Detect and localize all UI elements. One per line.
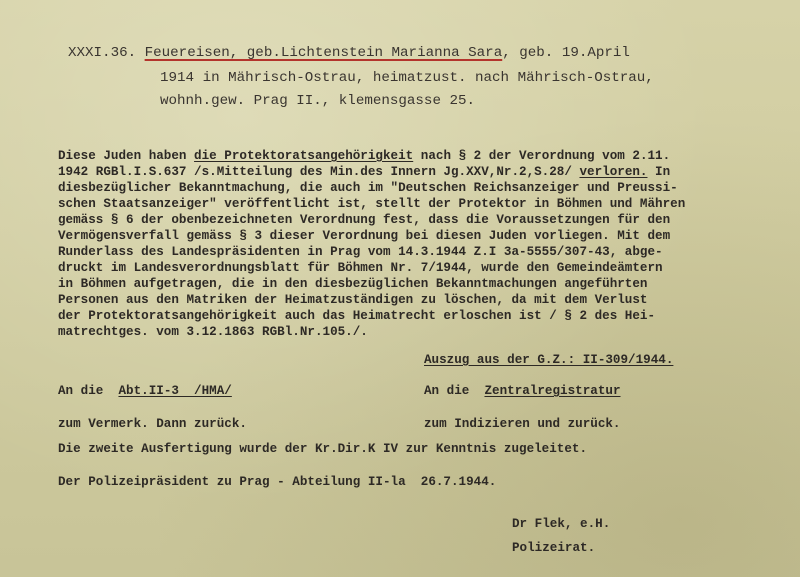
header-line-3: wohnh.gew. Prag II., klemensgasse 25.: [160, 93, 476, 109]
body-line-10: Personen aus den Matriken der Heimatzuständigen zu löschen, da mit dem Verlust: [58, 293, 648, 307]
department-right: Zentralregistratur: [484, 384, 621, 398]
issuer-line: Der Polizeipräsident zu Prag - Abteilung II-la 26.7.1944.: [58, 475, 497, 489]
birth-date: , geb. 19.April: [502, 45, 630, 61]
department-left: Abt.II-3 /HMA/: [118, 384, 232, 398]
signature-name: Dr Flek, e.H.: [512, 517, 611, 531]
routing-right: An die Zentralregistratur: [424, 384, 621, 398]
body-line-9: in Böhmen aufgetragen, die in den diesbezüglichen Bekanntmachungen angeführten: [58, 277, 648, 291]
header-line-2: 1914 in Mährisch-Ostrau, heimatzust. nach Mährisch-Ostrau,: [160, 70, 654, 86]
routing-left: An die Abt.II-3 /HMA/: [58, 384, 232, 398]
body-line-6: Vermögensverfall gemäss § 3 dieser Verordnung bei diesen Juden vorliegen. Mit dem: [58, 229, 671, 243]
routing-left-note: zum Vermerk. Dann zurück.: [58, 417, 247, 431]
body-line-5: gemäss § 6 der obenbezeichneten Verordnung fest, dass die Voraussetzungen für den: [58, 213, 671, 227]
body-line-3: diesbezüglicher Bekanntmachung, die auch im "Deutschen Reichsanzeiger und Preussi-: [58, 181, 678, 195]
body-line-11: der Protektoratsangehörigkeit auch das Heimatrecht erloschen ist / § 2 des Hei-: [58, 309, 656, 323]
record-number: XXXI.36.: [68, 45, 145, 61]
body-line-12: matrechtges. vom 3.12.1863 RGBl.Nr.105./.: [58, 325, 368, 339]
second-copy-note: Die zweite Ausfertigung wurde der Kr.Dir.K IV zur Kenntnis zugeleitet.: [58, 442, 588, 456]
body-line-1: Diese Juden haben die Protektoratsangehörigkeit nach § 2 der Verordnung vom 2.11.: [58, 149, 671, 163]
header-line-1: [68, 46, 630, 60]
routing-right-note: zum Indizieren und zurück.: [424, 417, 621, 431]
person-name: Feuereisen, geb.Lichtenstein Marianna Sara: [144, 45, 503, 61]
signature-title: Polizeirat.: [512, 541, 596, 555]
body-line-2: 1942 RGBl.I.S.637 /s.Mitteilung des Min.des Innern Jg.XXV,Nr.2,S.28/ verloren. In: [58, 165, 671, 179]
body-line-7: Runderlass des Landespräsidenten in Prag vom 14.3.1944 Z.I 3a-5555/307-43, abge-: [58, 245, 663, 259]
body-line-4: schen Staatsanzeiger" veröffentlicht ist, stellt der Protektor in Böhmen und Mähren: [58, 197, 686, 211]
excerpt-reference: Auszug aus der G.Z.: II-309/1944.: [424, 353, 674, 367]
body-line-8: druckt im Landesverordnungsblatt für Böhmen Nr. 7/1944, wurde den Gemeindeämtern: [58, 261, 663, 275]
